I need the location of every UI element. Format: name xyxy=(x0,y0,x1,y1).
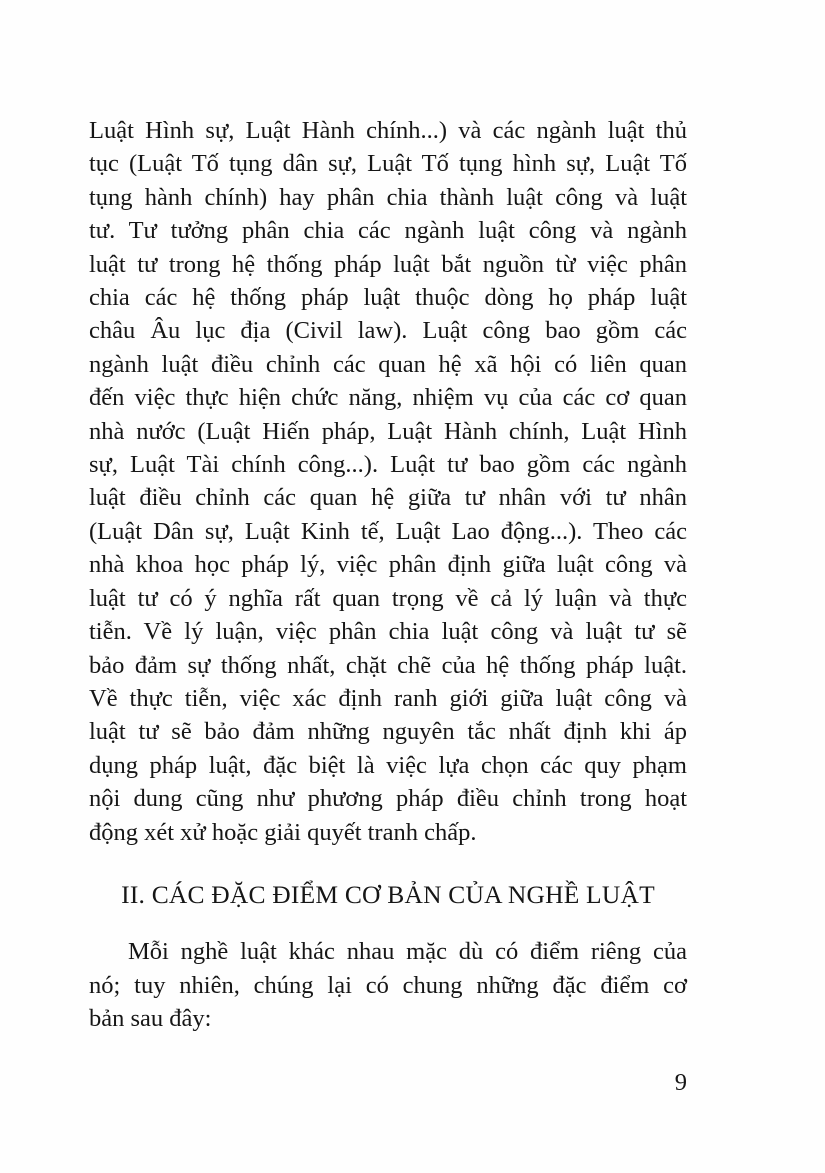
text-column xyxy=(89,114,687,1036)
paragraph-law-classification xyxy=(89,114,687,849)
text-line: Mỗi nghề luật khác nhau mặc dù có điểm riêng của xyxy=(128,938,687,966)
text-line: dụng pháp luật, đặc biệt là việc lựa chọn các quy phạm xyxy=(89,751,687,779)
text-line: luật tư sẽ bảo đảm những nguyên tắc nhất định khi áp xyxy=(89,718,687,746)
text-line: tục (Luật Tố tụng dân sự, Luật Tố tụng hình sự, Luật Tố xyxy=(89,150,687,178)
text-line: bản sau đây: xyxy=(89,1005,212,1033)
text-line: chia các hệ thống pháp luật thuộc dòng họ pháp luật xyxy=(89,284,687,312)
text-line: tiễn. Về lý luận, việc phân chia luật công và luật tư sẽ xyxy=(89,618,687,646)
text-line: tư. Tư tưởng phân chia các ngành luật công và ngành xyxy=(89,217,687,245)
text-line: nó; tuy nhiên, chúng lại có chung những đặc điểm cơ xyxy=(89,971,687,999)
text-line: luật tư trong hệ thống pháp luật bắt nguồn từ việc phân xyxy=(89,250,687,278)
text-line: đến việc thực hiện chức năng, nhiệm vụ của các cơ quan xyxy=(89,384,687,412)
text-line: luật tư có ý nghĩa rất quan trọng về cả lý luận và thực xyxy=(89,584,687,612)
text-line: (Luật Dân sự, Luật Kinh tế, Luật Lao động...). Theo các xyxy=(89,517,687,545)
text-line: ngành luật điều chỉnh các quan hệ xã hội có liên quan xyxy=(89,350,687,378)
text-line: nội dung cũng như phương pháp điều chỉnh trong hoạt xyxy=(89,785,687,813)
text-line: Luật Hình sự, Luật Hành chính...) và các ngành luật thủ xyxy=(89,117,687,144)
text-line: luật điều chỉnh các quan hệ giữa tư nhân với tư nhân xyxy=(89,484,687,512)
text-line: tụng hành chính) hay phân chia thành luật công và luật xyxy=(89,183,687,211)
text-line: nhà khoa học pháp lý, việc phân định giữa luật công và xyxy=(89,551,687,579)
text-line: châu Âu lục địa (Civil law). Luật công bao gồm các xyxy=(89,317,687,345)
text-line: sự, Luật Tài chính công...). Luật tư bao gồm các ngành xyxy=(89,451,687,479)
text-line: động xét xử hoặc giải quyết tranh chấp. xyxy=(89,818,477,846)
text-line: nhà nước (Luật Hiến pháp, Luật Hành chính, Luật Hình xyxy=(89,417,687,445)
text-line: bảo đảm sự thống nhất, chặt chẽ của hệ thống pháp luật. xyxy=(89,651,687,679)
page-number: 9 xyxy=(674,1069,687,1096)
paragraph-section-intro xyxy=(89,935,687,1035)
text-line: Về thực tiễn, việc xác định ranh giới giữa luật công và xyxy=(89,684,687,712)
section-heading: II. CÁC ĐẶC ĐIỂM CƠ BẢN CỦA NGHỀ LUẬT xyxy=(121,879,655,909)
